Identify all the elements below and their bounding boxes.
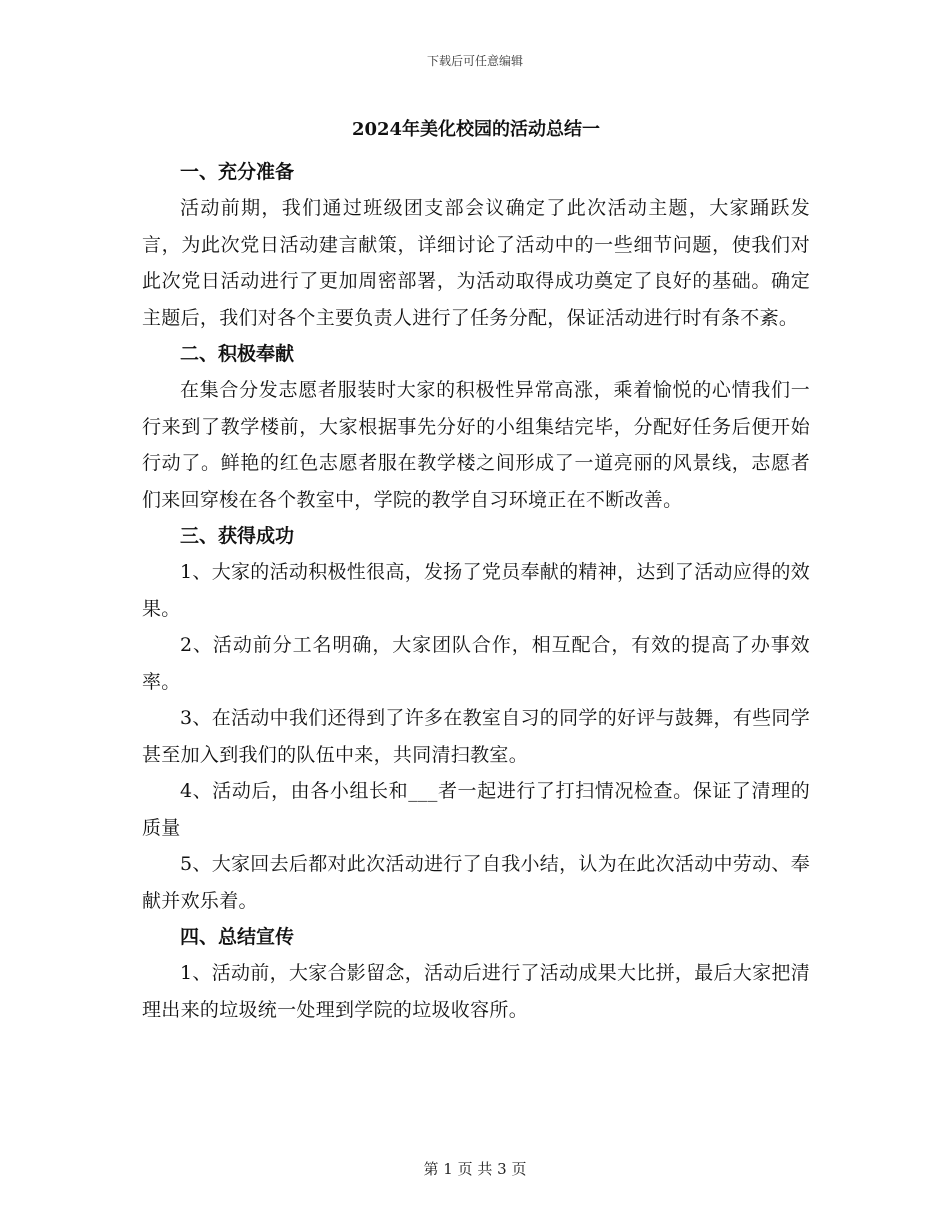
section-heading: 三、获得成功 xyxy=(180,525,295,547)
document-body xyxy=(142,118,810,1028)
section-summary xyxy=(142,919,810,1028)
section-heading: 一、充分准备 xyxy=(180,161,295,183)
paragraph: 在集合分发志愿者服装时大家的积极性异常高涨，乘着愉悦的心情我们一行来到了教学楼前，大家根据事先分好的小组集结完毕，分配好任务后便开始行动了。鲜艳的红色志愿者服在教学楼之间形成了一道亮丽的风景线，志愿者们来回穿梭在各个教室中，学院的教学自习环境正在不断改善。 xyxy=(142,379,810,511)
section-heading: 四、总结宣传 xyxy=(180,926,295,948)
paragraph: 3、在活动中我们还得到了许多在教室自习的同学的好评与鼓舞，有些同学甚至加入到我们的队伍中来，共同清扫教室。 xyxy=(142,707,810,766)
section-success xyxy=(142,518,810,919)
paragraph: 活动前期，我们通过班级团支部会议确定了此次活动主题，大家踊跃发言，为此次党日活动建言献策，详细讨论了活动中的一些细节问题，使我们对此次党日活动进行了更加周密部署，为活动取得成功奠定了良好的基础。确定主题后，我们对各个主要负责人进行了任务分配，保证活动进行时有条不紊。 xyxy=(142,197,810,329)
section-heading: 二、积极奉献 xyxy=(180,343,295,365)
paragraph: 5、大家回去后都对此次活动进行了自我小结，认为在此次活动中劳动、奉献并欢乐着。 xyxy=(142,853,810,912)
document-title: 2024年美化校园的活动总结一 xyxy=(351,119,601,140)
section-preparation xyxy=(142,154,810,336)
paragraph: 4、活动后，由各小组长和___者一起进行了打扫情况检查。保证了清理的质量 xyxy=(142,780,810,839)
header-note: 下载后可任意编辑 xyxy=(426,54,523,68)
paragraph: 1、活动前，大家合影留念，活动后进行了活动成果大比拼，最后大家把清理出来的垃圾统一处理到学院的垃圾收容所。 xyxy=(142,962,810,1021)
page-number: 第 1 页 共 3 页 xyxy=(423,1160,527,1178)
paragraph: 2、活动前分工名明确，大家团队合作，相互配合，有效的提高了办事效率。 xyxy=(142,634,810,693)
section-contribution xyxy=(142,336,810,518)
paragraph: 1、大家的活动积极性很高，发扬了党员奉献的精神，达到了活动应得的效果。 xyxy=(142,561,810,620)
